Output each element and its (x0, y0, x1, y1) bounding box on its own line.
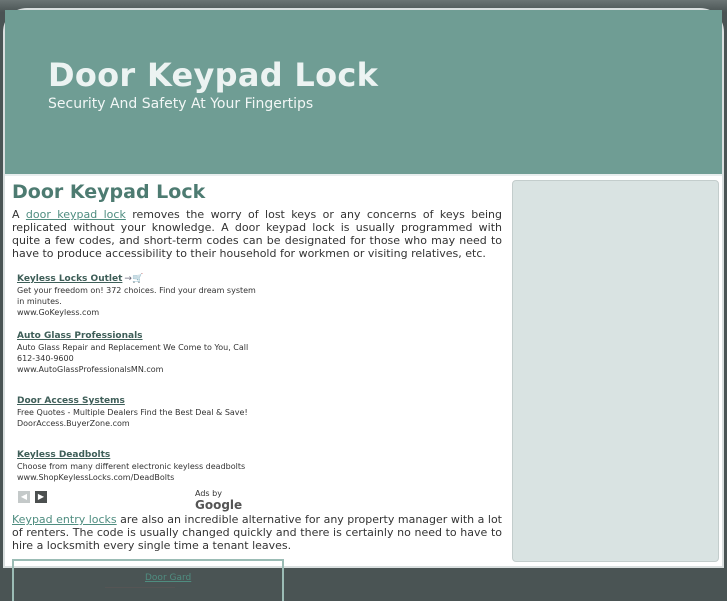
site-title[interactable]: Door Keypad Lock (48, 56, 379, 94)
keypad-entry-locks-link[interactable]: Keypad entry locks (12, 513, 117, 526)
site-header (5, 10, 722, 176)
ad-item (17, 388, 262, 429)
ad-text: Free Quotes - Multiple Dealers Find the Best Deal & Save! (17, 408, 248, 417)
ad-navigation (17, 489, 262, 512)
door-keypad-lock-link[interactable]: door keypad lock (25, 208, 126, 221)
product-box (12, 559, 284, 601)
ads-by-google[interactable] (195, 489, 262, 512)
ad-title-keyless-locks-outlet[interactable]: Keyless Locks Outlet (17, 274, 123, 284)
page-title: Door Keypad Lock (12, 181, 206, 203)
ad-title-keyless-deadbolts[interactable]: Keyless Deadbolts (17, 450, 111, 460)
page-frame (3, 8, 724, 583)
ad-item (17, 442, 262, 483)
second-paragraph (12, 513, 502, 552)
ad-text: Auto Glass Repair and Replacement We Come to You, Call 612-340-9600 (17, 343, 249, 363)
site-tagline: Security And Safety At Your Fingertips (48, 96, 314, 112)
intro-text: removes the worry of lost keys or any concerns of keys being replicated without your knowledge. A door keypad lock is usually programmed with quite a few codes, and short-term codes can be designated for those who may need to have to produce accessibility to their household for workmen or visiting relatives, etc. (12, 208, 502, 260)
ad-item (17, 323, 262, 375)
previous-arrow-icon[interactable]: ◀ (18, 491, 30, 503)
ad-item (17, 266, 262, 318)
ad-url[interactable]: DoorAccess.BuyerZone.com (17, 419, 130, 428)
second-text: are also an incredible alternative for any property manager with a lot of renters. The code is usually changed quickly and there is certainly no need to have to hire a locksmith every single time a tenant leaves. (12, 513, 502, 552)
ad-title-auto-glass[interactable]: Auto Glass Professionals (17, 331, 143, 341)
ad-url[interactable]: www.ShopKeylessLocks.com/DeadBolts (17, 473, 175, 482)
ad-title-door-access[interactable]: Door Access Systems (17, 396, 125, 406)
ad-url[interactable]: www.GoKeyless.com (17, 308, 100, 317)
ad-text: Get your freedom on! 372 choices. Find your dream system in minutes. (17, 286, 256, 306)
google-logo: Google (195, 498, 243, 512)
intro-paragraph (12, 208, 502, 260)
ad-text: Choose from many different electronic keyless deadbolts (17, 462, 246, 471)
intro-prefix: A (12, 208, 26, 221)
main-content (12, 180, 502, 601)
shopping-cart-icon: →🛒 (124, 274, 144, 284)
ads-by-label: Ads by (195, 489, 222, 498)
next-arrow-icon[interactable]: ▶ (35, 491, 47, 503)
ad-url[interactable]: www.AutoGlassProfessionalsMN.com (17, 365, 164, 374)
sidebar (512, 180, 719, 562)
door-gard-link[interactable]: Door Gard (145, 573, 192, 583)
ad-block (17, 266, 262, 512)
divider (105, 587, 175, 588)
